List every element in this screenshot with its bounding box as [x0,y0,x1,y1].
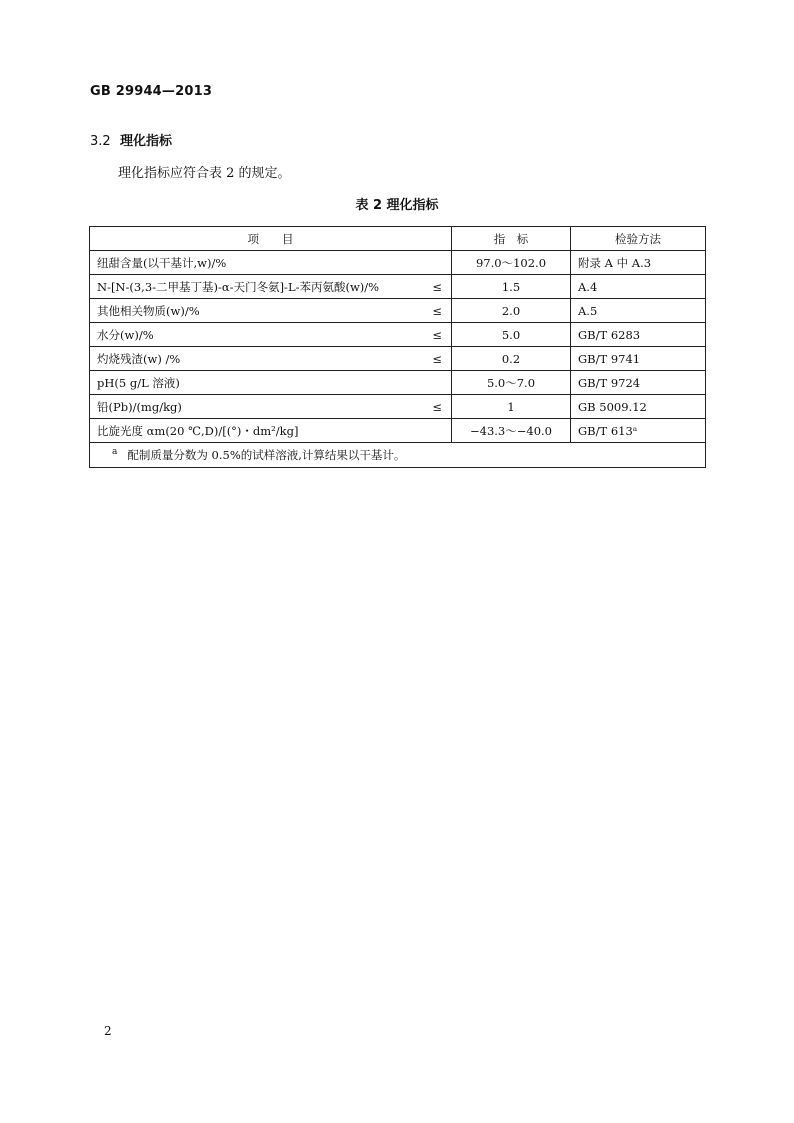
row-item [90,419,452,443]
table-header-row [90,227,706,251]
section-heading [90,130,172,149]
footnote-text: 配制质量分数为 0.5%的试样溶液,计算结果以干基计。 [127,448,406,462]
table-row [90,323,706,347]
row-method: GB/T 9724 [571,371,706,395]
row-item [90,395,452,419]
row-item-text: 铅(Pb)/(mg/kg) [97,399,182,414]
row-value: 2.0 [452,299,571,323]
standard-id: GB 29944—2013 [90,84,213,99]
le-symbol: ≤ [432,279,442,294]
row-item-text: 比旋光度 αm(20 ℃,D)/[(°)・dm²/kg] [97,423,299,438]
row-item [90,275,452,299]
header-item: 项 目 [90,227,452,251]
row-method: GB/T 6283 [571,323,706,347]
row-method: GB/T 9741 [571,347,706,371]
le-symbol: ≤ [432,303,442,318]
header-method: 检验方法 [571,227,706,251]
header-value: 指 标 [452,227,571,251]
row-value: 97.0～102.0 [452,251,571,275]
section-paragraph: 理化指标应符合表 2 的规定。 [118,166,291,181]
page-number: 2 [104,1024,112,1038]
le-symbol: ≤ [432,399,442,414]
row-value: 1 [452,395,571,419]
row-value: −43.3～−40.0 [452,419,571,443]
row-value: 1.5 [452,275,571,299]
row-item [90,299,452,323]
section-number: 3.2 [90,134,111,149]
row-item-text: N-[N-(3,3-二甲基丁基)-α-天门冬氨]-L-苯丙氨酸(w)/% [97,279,380,294]
section-title: 理化指标 [120,134,173,149]
table-row [90,299,706,323]
table-row [90,347,706,371]
row-item [90,347,452,371]
row-item [90,323,452,347]
row-method: GB/T 613ᵃ [571,419,706,443]
row-item-text: 水分(w)/% [97,327,154,342]
row-value: 0.2 [452,347,571,371]
row-method: 附录 A 中 A.3 [571,251,706,275]
row-item [90,251,452,275]
table-row [90,275,706,299]
le-symbol: ≤ [432,327,442,342]
row-method: GB 5009.12 [571,395,706,419]
row-item [90,371,452,395]
table-footnote-row [90,443,706,468]
table-row [90,419,706,443]
row-value: 5.0～7.0 [452,371,571,395]
le-symbol: ≤ [432,351,442,366]
table-row [90,371,706,395]
table-caption: 表 2 理化指标 [355,198,439,213]
table-row [90,251,706,275]
row-item-text: 纽甜含量(以干基计,w)/% [97,255,227,270]
row-method: A.4 [571,275,706,299]
table-row [90,395,706,419]
row-value: 5.0 [452,323,571,347]
row-method: A.5 [571,299,706,323]
table-footnote [90,443,706,468]
row-item-text: 灼烧残渣(w) /% [97,351,181,366]
row-item-text: 其他相关物质(w)/% [97,303,200,318]
footnote-mark: a [112,447,118,458]
specification-table [89,226,706,468]
row-item-text: pH(5 g/L 溶液) [97,375,180,390]
